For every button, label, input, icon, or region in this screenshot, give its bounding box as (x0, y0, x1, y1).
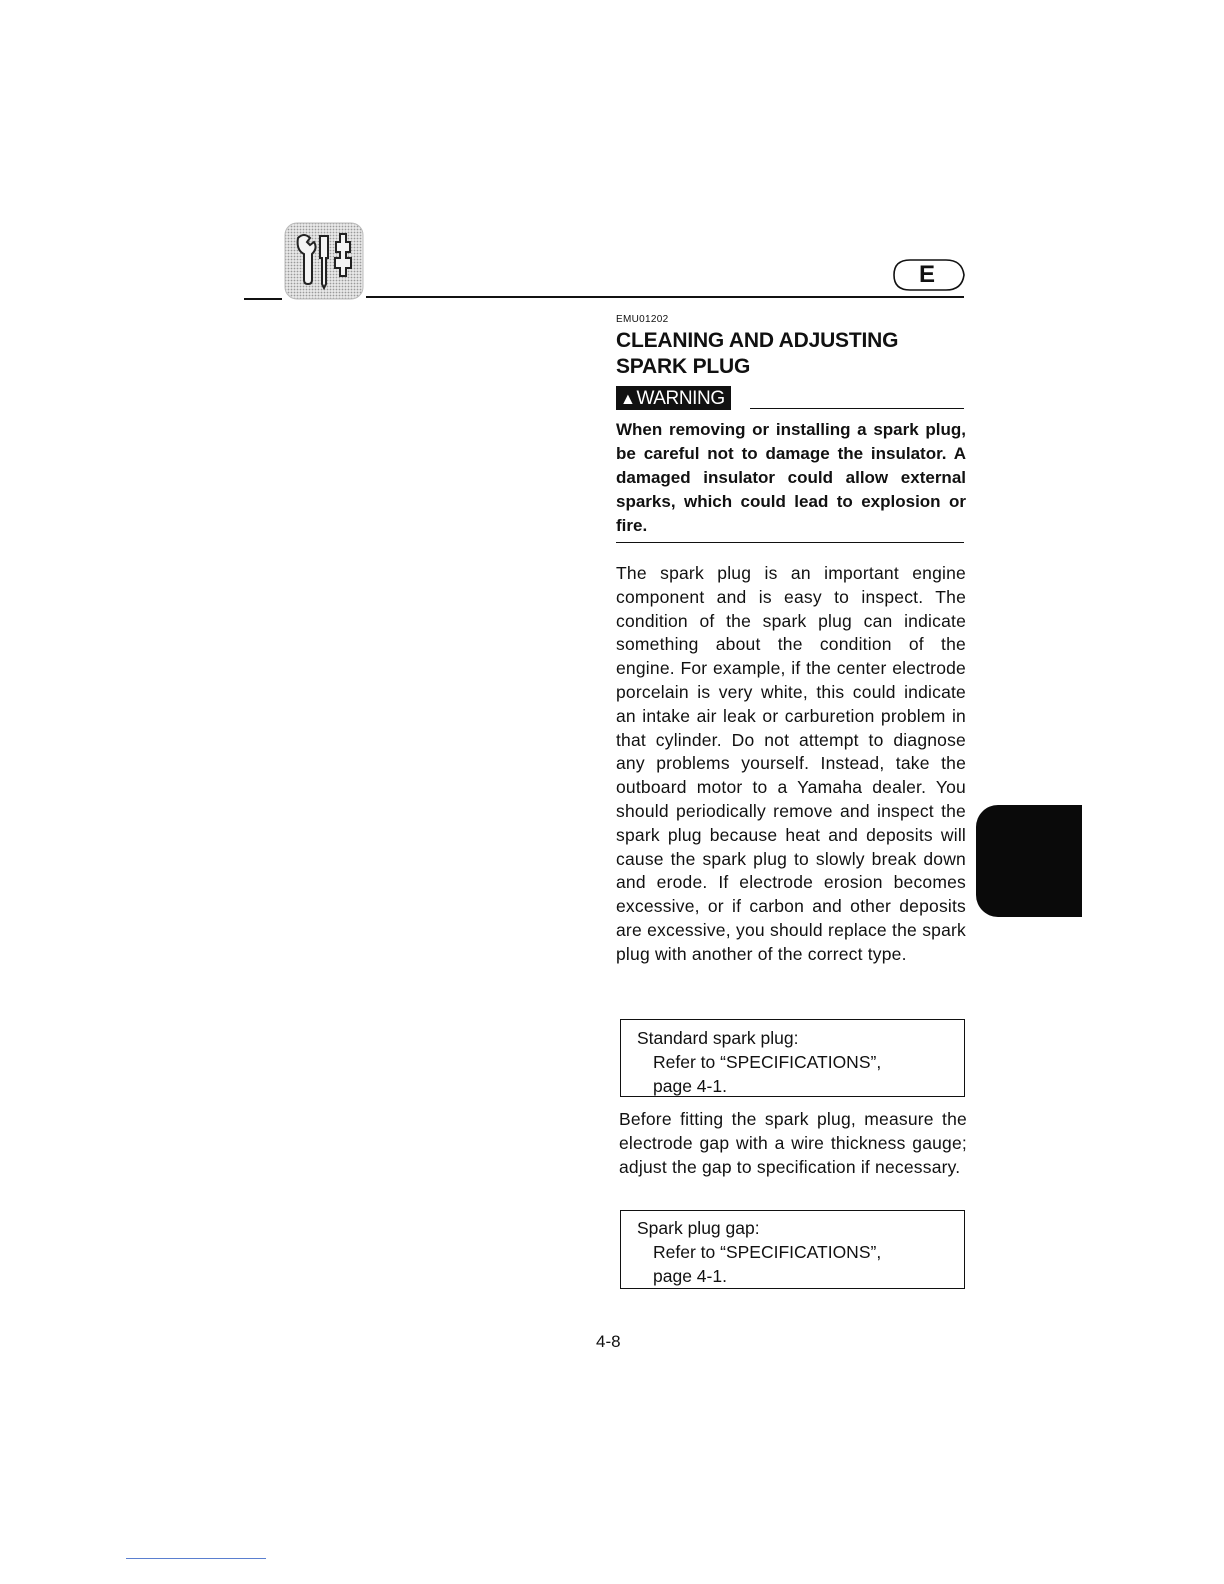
header-rule-left (244, 298, 282, 300)
spec-box-page: page 4-1. (653, 1266, 727, 1286)
warning-text: When removing or installing a spark plug, be careful not to damage the insulator. A damaged insulator could allow external sparks, which could lead to explosion or fire. (616, 420, 966, 535)
warning-rule-top (750, 408, 964, 409)
section-title: CLEANING AND ADJUSTING SPARK PLUG (616, 329, 899, 378)
section-code: EMU01202 (616, 314, 669, 325)
spec-box-page: page 4-1. (653, 1076, 727, 1096)
warning-label (616, 386, 731, 410)
body-paragraph-2: Before fitting the spark plug, measure the electrode gap with a wire thickness gauge; adjust the gap to specification if necessary. (619, 1109, 967, 1177)
body-paragraph-1: The spark plug is an important engine component and is easy to inspect. The condition of the spark plug can indicate something about the condition of the engine. For example, if the center electrode porcelain is very white, this could indicate an intake air leak or carburetion problem in that cylinder. Do not attempt to diagnose any problems yourself. Instead, take the outboard motor to a Yamaha dealer. You should periodically remove and inspect the spark plug because heat and deposits will cause the spark plug to slowly break down and erode. If electrode erosion becomes excessive, or if carbon and other deposits are excessive, you should replace the spark plug with another of the correct type. (616, 563, 966, 964)
language-badge: E (918, 261, 935, 288)
warning-label-text: WARNING (636, 388, 725, 409)
spec-box-ref: Refer to “SPECIFICATIONS”, (653, 1052, 882, 1072)
spec-box-label: Spark plug gap: (637, 1218, 760, 1238)
warning-triangle-icon: ▲ (620, 391, 636, 408)
spec-box-ref: Refer to “SPECIFICATIONS”, (653, 1242, 882, 1262)
spec-box-spark-plug-gap (620, 1210, 965, 1289)
warning-rule-bottom (616, 542, 964, 543)
spec-box-standard-spark-plug (620, 1019, 965, 1097)
page-number: 4-8 (596, 1332, 621, 1351)
header-rule-right (366, 296, 964, 298)
chapter-thumb-tab (976, 805, 1082, 917)
tools-spark-plug-icon (284, 222, 364, 300)
footer-underline (126, 1558, 266, 1559)
spec-box-label: Standard spark plug: (637, 1028, 799, 1048)
